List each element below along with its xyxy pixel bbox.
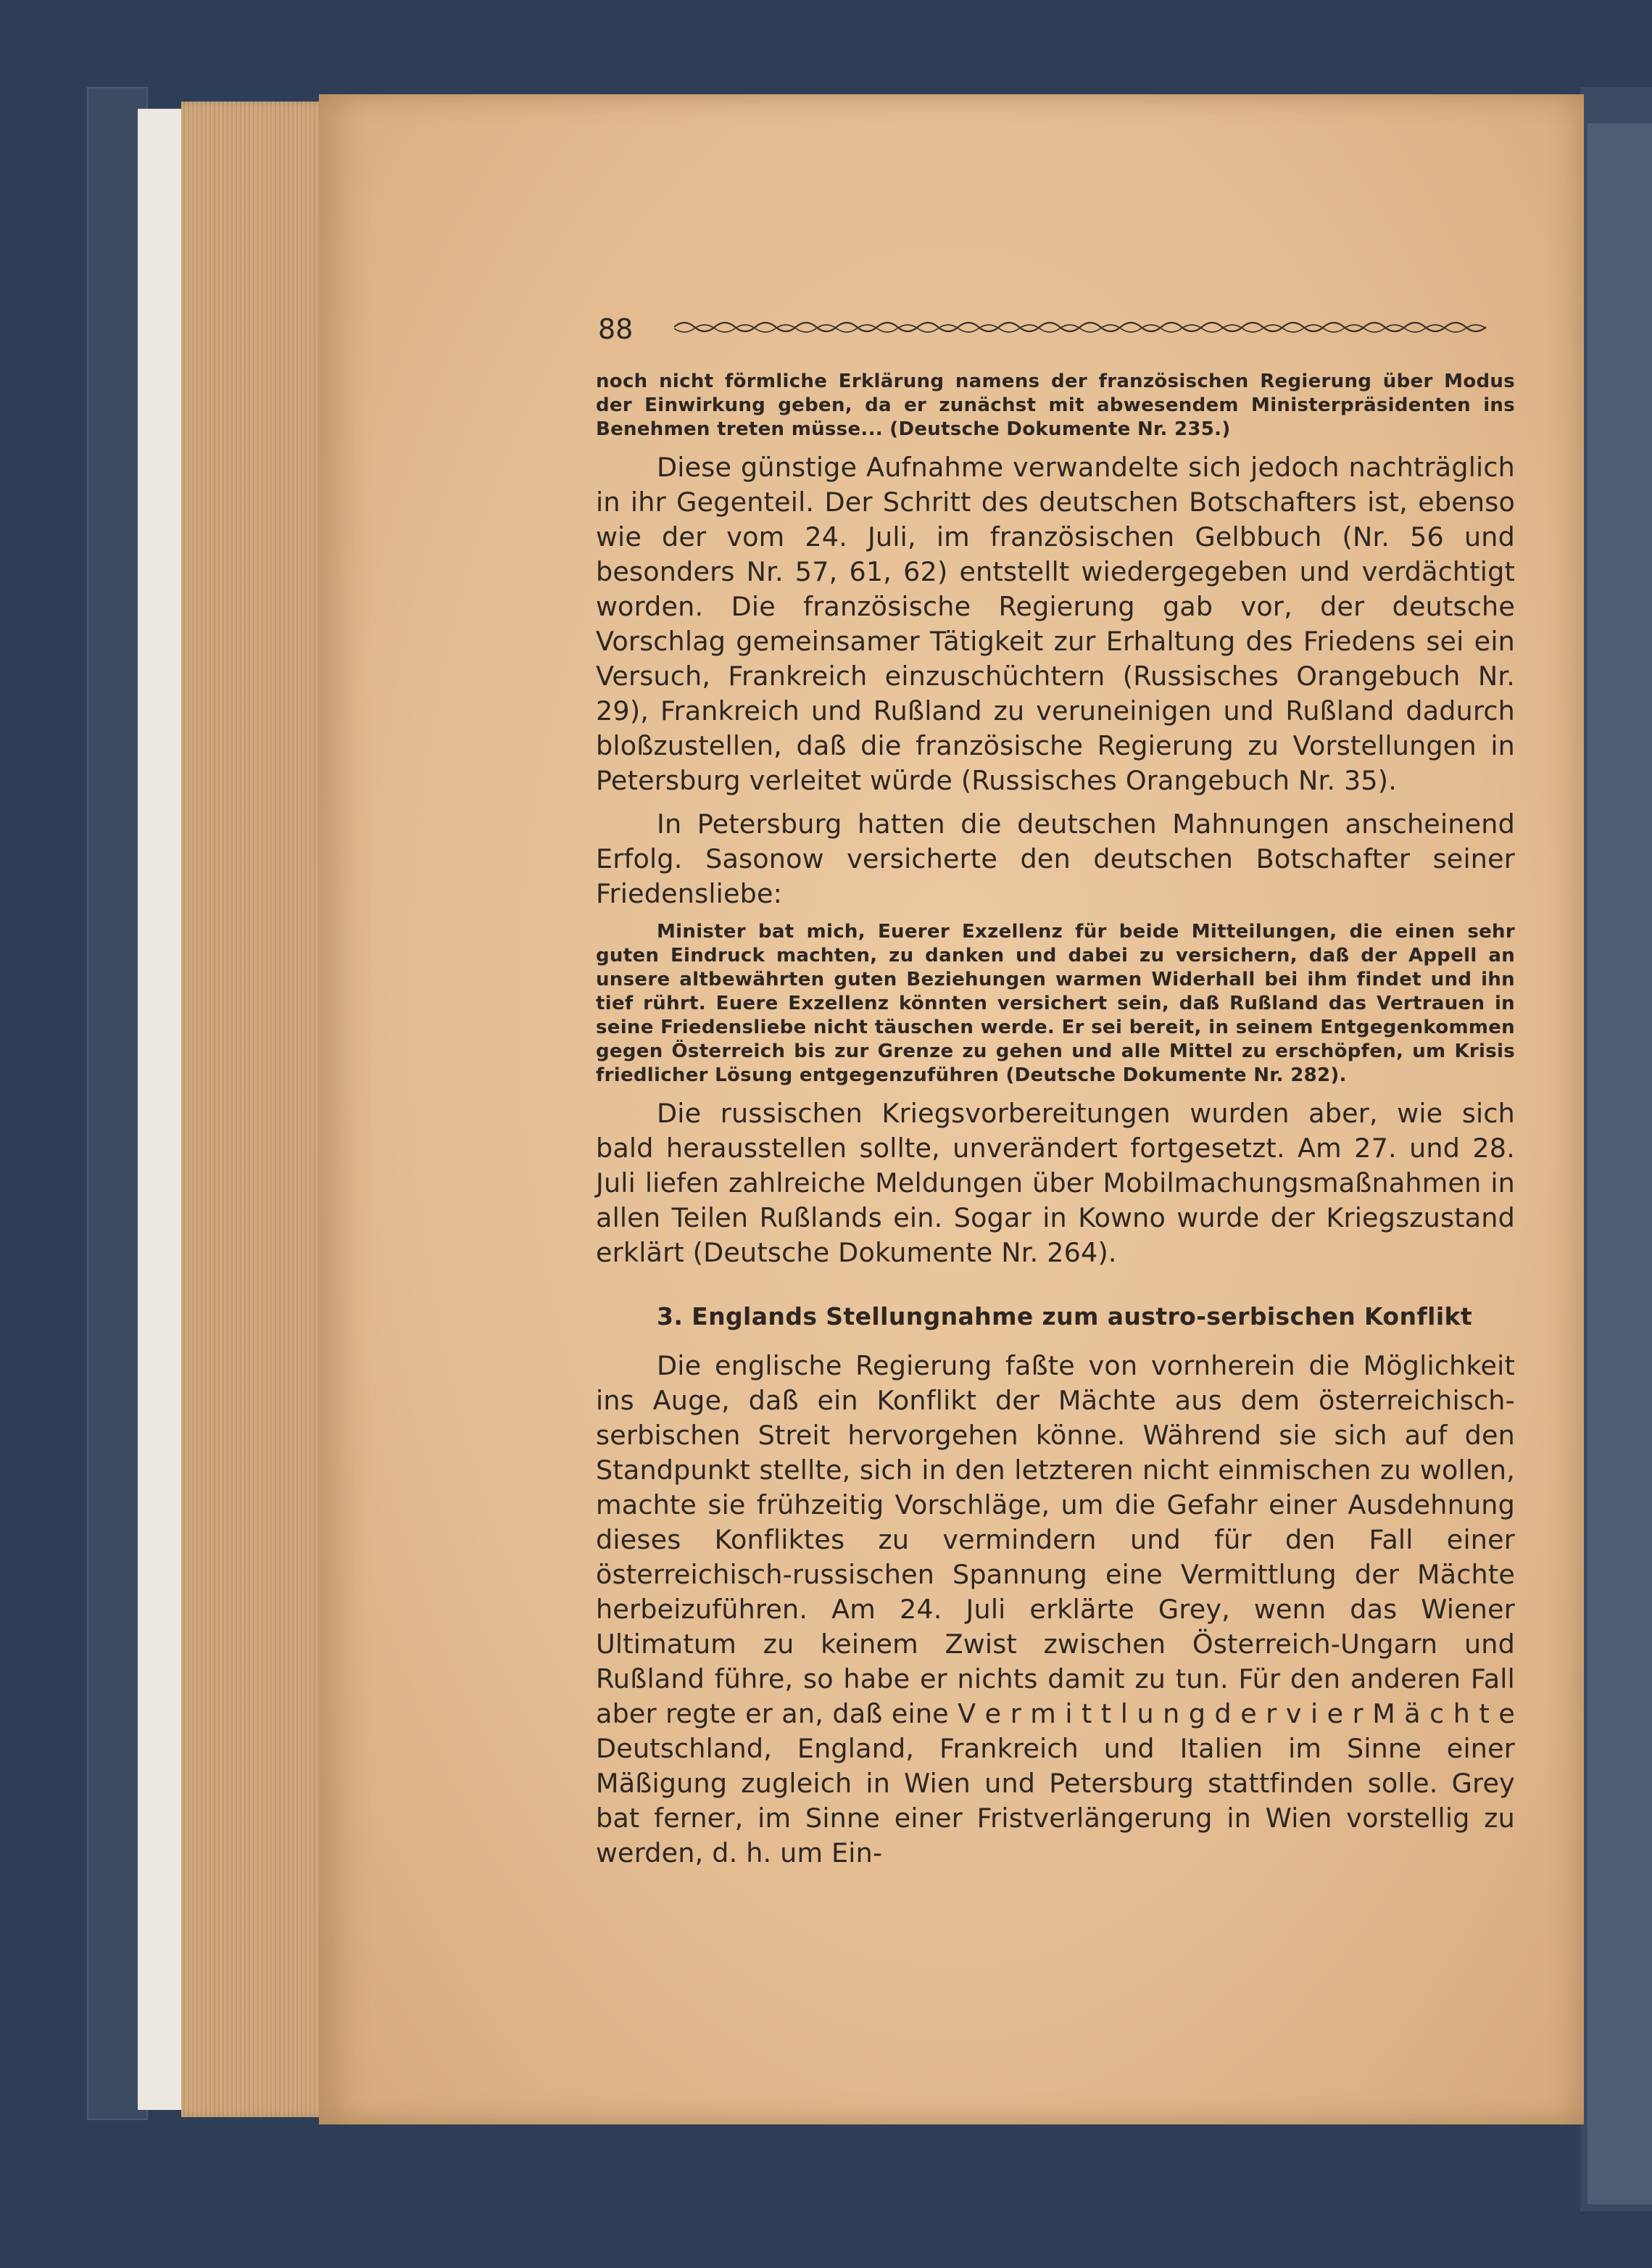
page-text [596,370,1515,1871]
paragraph-3: Die russischen Kriegsvorbereitungen wurden aber, wie sich bald herausstellen sollte, unverändert fortgesetzt. Am 27. und 28. Juli liefen zahlreiche Meldungen über Mobilmachungsmaßnahmen in allen Teilen Rußlands ein. Sogar in Kowno wurde der Kriegszustand erklärt (Deutsche Dokumente Nr. 264). [596,1098,1515,1268]
intro-quote: noch nicht förmliche Erklärung namens der französischen Regierung über Modus der Einwirkung geben, da er zunächst mit abwesendem Ministerpräsidenten ins Benehmen treten müsse... (Deutsche Dokumente Nr. 235.) [596,371,1515,440]
block-quote: Minister bat mich, Euerer Exzellenz für beide Mitteilungen, die einen sehr guten Eindruck machten, zu danken und dabei zu versichern, daß der Appell an unsere altbewährten guten Beziehungen warmen Widerhall bei ihm findet und ihn tief rührt. Euere Exzellenz könnten versichert sein, daß Rußland das Vertrauen in seine Friedensliebe nicht täuschen werde. Er sei bereit, in seinem Entgegenkommen gegen Österreich bis zur Grenze zu gehen und alle Mittel zu erschöpfen, um Krisis friedlicher Lösung entgegenzuführen (Deutsche Dokumente Nr. 282). [596,921,1515,1086]
book-cover-right-inner [1587,123,1652,2204]
section-heading: 3. Englands Stellungnahme zum austro-serbischen Konflikt [657,1302,1473,1330]
paragraph-1: Diese günstige Aufnahme verwandelte sich jedoch nachträglich in ihr Gegenteil. Der Schritt des deutschen Botschafters ist, ebenso wie der vom 24. Juli, im französischen Gelbbuch (Nr. 56 und besonders Nr. 57, 61, 62) entstellt wiedergegeben und verdächtigt worden. Die französische Regierung gab vor, der deutsche Vorschlag gemeinsamer Tätigkeit zur Erhaltung des Friedens sei ein Versuch, Frankreich einzuschüchtern (Russisches Orangebuch Nr. 29), Frankreich und Rußland zu veruneinigen und Rußland dadurch bloßzustellen, daß die französische Regierung zu Vorstellungen in Petersburg verleitet würde (Russisches Orangebuch Nr. 35). [596,452,1515,796]
paragraph-2: In Petersburg hatten die deutschen Mahnungen anscheinend Erfolg. Sasonow versicherte den deutschen Botschafter seiner Friedensliebe: [596,808,1515,909]
header-ornament [674,316,1493,338]
page-number: 88 [598,313,634,345]
section-paragraph: Die englische Regierung faßte von vornherein die Möglichkeit ins Auge, daß ein Konflikt der Mächte aus dem österreichisch-serbischen Streit hervorgehen könne. Während sie sich auf den Standpunkt stellte, sich in den letzteren nicht einmischen zu wollen, machte sie frühzeitig Vorschläge, um die Gefahr einer Ausdehnung dieses Konfliktes zu vermindern und für den Fall einer österreichisch-russischen Spannung eine Vermittlung der Mächte herbeizuführen. Am 24. Juli erklärte Grey, wenn das Wiener Ultimatum zu keinem Zwist zwischen Österreich-Ungarn und Rußland führe, so habe er nichts damit zu tun. Für den anderen Fall aber regte er an, daß eine V e r m i t t l u n g d e r v i e r M ä c h t e Deutschland, England, Frankreich und Italien im Sinne einer Mäßigung zugleich in Wien und Petersburg stattfinden solle. Grey bat ferner, im Sinne einer Fristverlängerung in Wien vorstellig zu werden, d. h. um Ein- [596,1350,1515,1868]
